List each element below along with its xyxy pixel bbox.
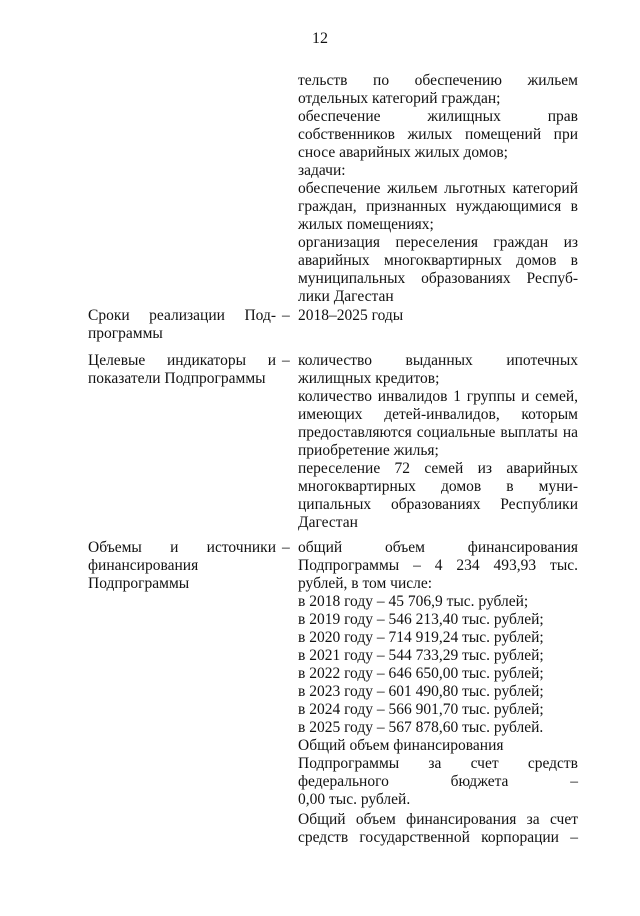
value-line: многоквартирных домов в муни-	[298, 478, 578, 495]
row-dash: –	[282, 352, 290, 369]
label-line: Объемы и источники	[88, 539, 276, 556]
value-line: в 2019 году – 546 213,40 тыс. рублей;	[298, 611, 544, 628]
row-dash: –	[282, 539, 290, 556]
value-line: отдельных категорий граждан;	[298, 90, 501, 107]
value-line: Дагестан	[298, 514, 358, 531]
value-line: Подпрограммы – 4 234 493,93 тыс.	[298, 557, 578, 574]
row-value	[298, 539, 578, 847]
page-number: 12	[312, 30, 328, 47]
label-line: показатели Подпрограммы	[88, 370, 266, 387]
value-line: Общий объем финансирования	[298, 737, 504, 754]
label-line: Подпрограммы	[88, 575, 190, 592]
value-line: Подпрограммы за счет средств	[298, 755, 578, 772]
value-line: рублей, в том числе:	[298, 575, 433, 592]
value-line: граждан, признанных нуждающимися в	[298, 198, 578, 215]
value-line: в 2021 году – 544 733,29 тыс. рублей;	[298, 647, 544, 664]
value-line: в 2024 году – 566 901,70 тыс. рублей;	[298, 701, 544, 718]
label-line: Сроки реализации Под-	[88, 307, 276, 324]
value-line: лики Дагестан	[298, 288, 394, 305]
value-line: Общий объем финансирования за счет	[298, 811, 578, 828]
value-line: организация переселения граждан из	[298, 234, 578, 251]
row-value	[298, 307, 578, 325]
label-line: программы	[88, 325, 163, 342]
row-label	[88, 352, 276, 388]
value-line: в 2022 году – 646 650,00 тыс. рублей;	[298, 665, 544, 682]
value-line: аварийных многоквартирных домов в	[298, 252, 578, 269]
value-line: жилищных кредитов;	[298, 370, 440, 387]
row-value	[298, 72, 578, 306]
value-line: сносе аварийных жилых домов;	[298, 144, 508, 161]
value-line: 2018–2025 годы	[298, 307, 404, 324]
value-line: собственников жилых помещений при	[298, 126, 578, 143]
value-line: в 2025 году – 567 878,60 тыс. рублей.	[298, 719, 544, 736]
label-line: финансирования	[88, 557, 199, 574]
value-line: приобретение жилья;	[298, 442, 439, 459]
value-line: переселение 72 семей из аварийных	[298, 460, 578, 477]
value-line: задачи:	[298, 162, 346, 179]
label-line: Целевые индикаторы и	[88, 352, 276, 369]
row-dash: –	[282, 307, 290, 324]
value-line: ципальных образованиях Республики	[298, 496, 578, 513]
row-label	[88, 539, 276, 593]
value-line: предоставляются социальные выплаты на	[298, 424, 578, 441]
row-label	[88, 307, 276, 343]
value-line: количество выданных ипотечных	[298, 352, 578, 369]
value-line: федерального бюджета –	[298, 773, 578, 790]
value-line: обеспечение жильем льготных категорий	[298, 180, 578, 197]
value-line: тельств по обеспечению жильем	[298, 72, 578, 89]
value-line: средств государственной корпорации –	[298, 829, 578, 846]
value-line: количество инвалидов 1 группы и семей,	[298, 388, 578, 405]
value-line: муниципальных образованиях Респуб-	[298, 270, 578, 287]
value-line: обеспечение жилищных прав	[298, 108, 578, 125]
row-value	[298, 352, 578, 532]
value-line: в 2023 году – 601 490,80 тыс. рублей;	[298, 683, 544, 700]
value-line: имеющих детей-инвалидов, которым	[298, 406, 578, 423]
value-line: жилых помещениях;	[298, 216, 434, 233]
value-line: общий объем финансирования	[298, 539, 578, 556]
value-line: 0,00 тыс. рублей.	[298, 791, 411, 808]
value-line: в 2018 году – 45 706,9 тыс. рублей;	[298, 593, 529, 610]
value-line: в 2020 году – 714 919,24 тыс. рублей;	[298, 629, 544, 646]
